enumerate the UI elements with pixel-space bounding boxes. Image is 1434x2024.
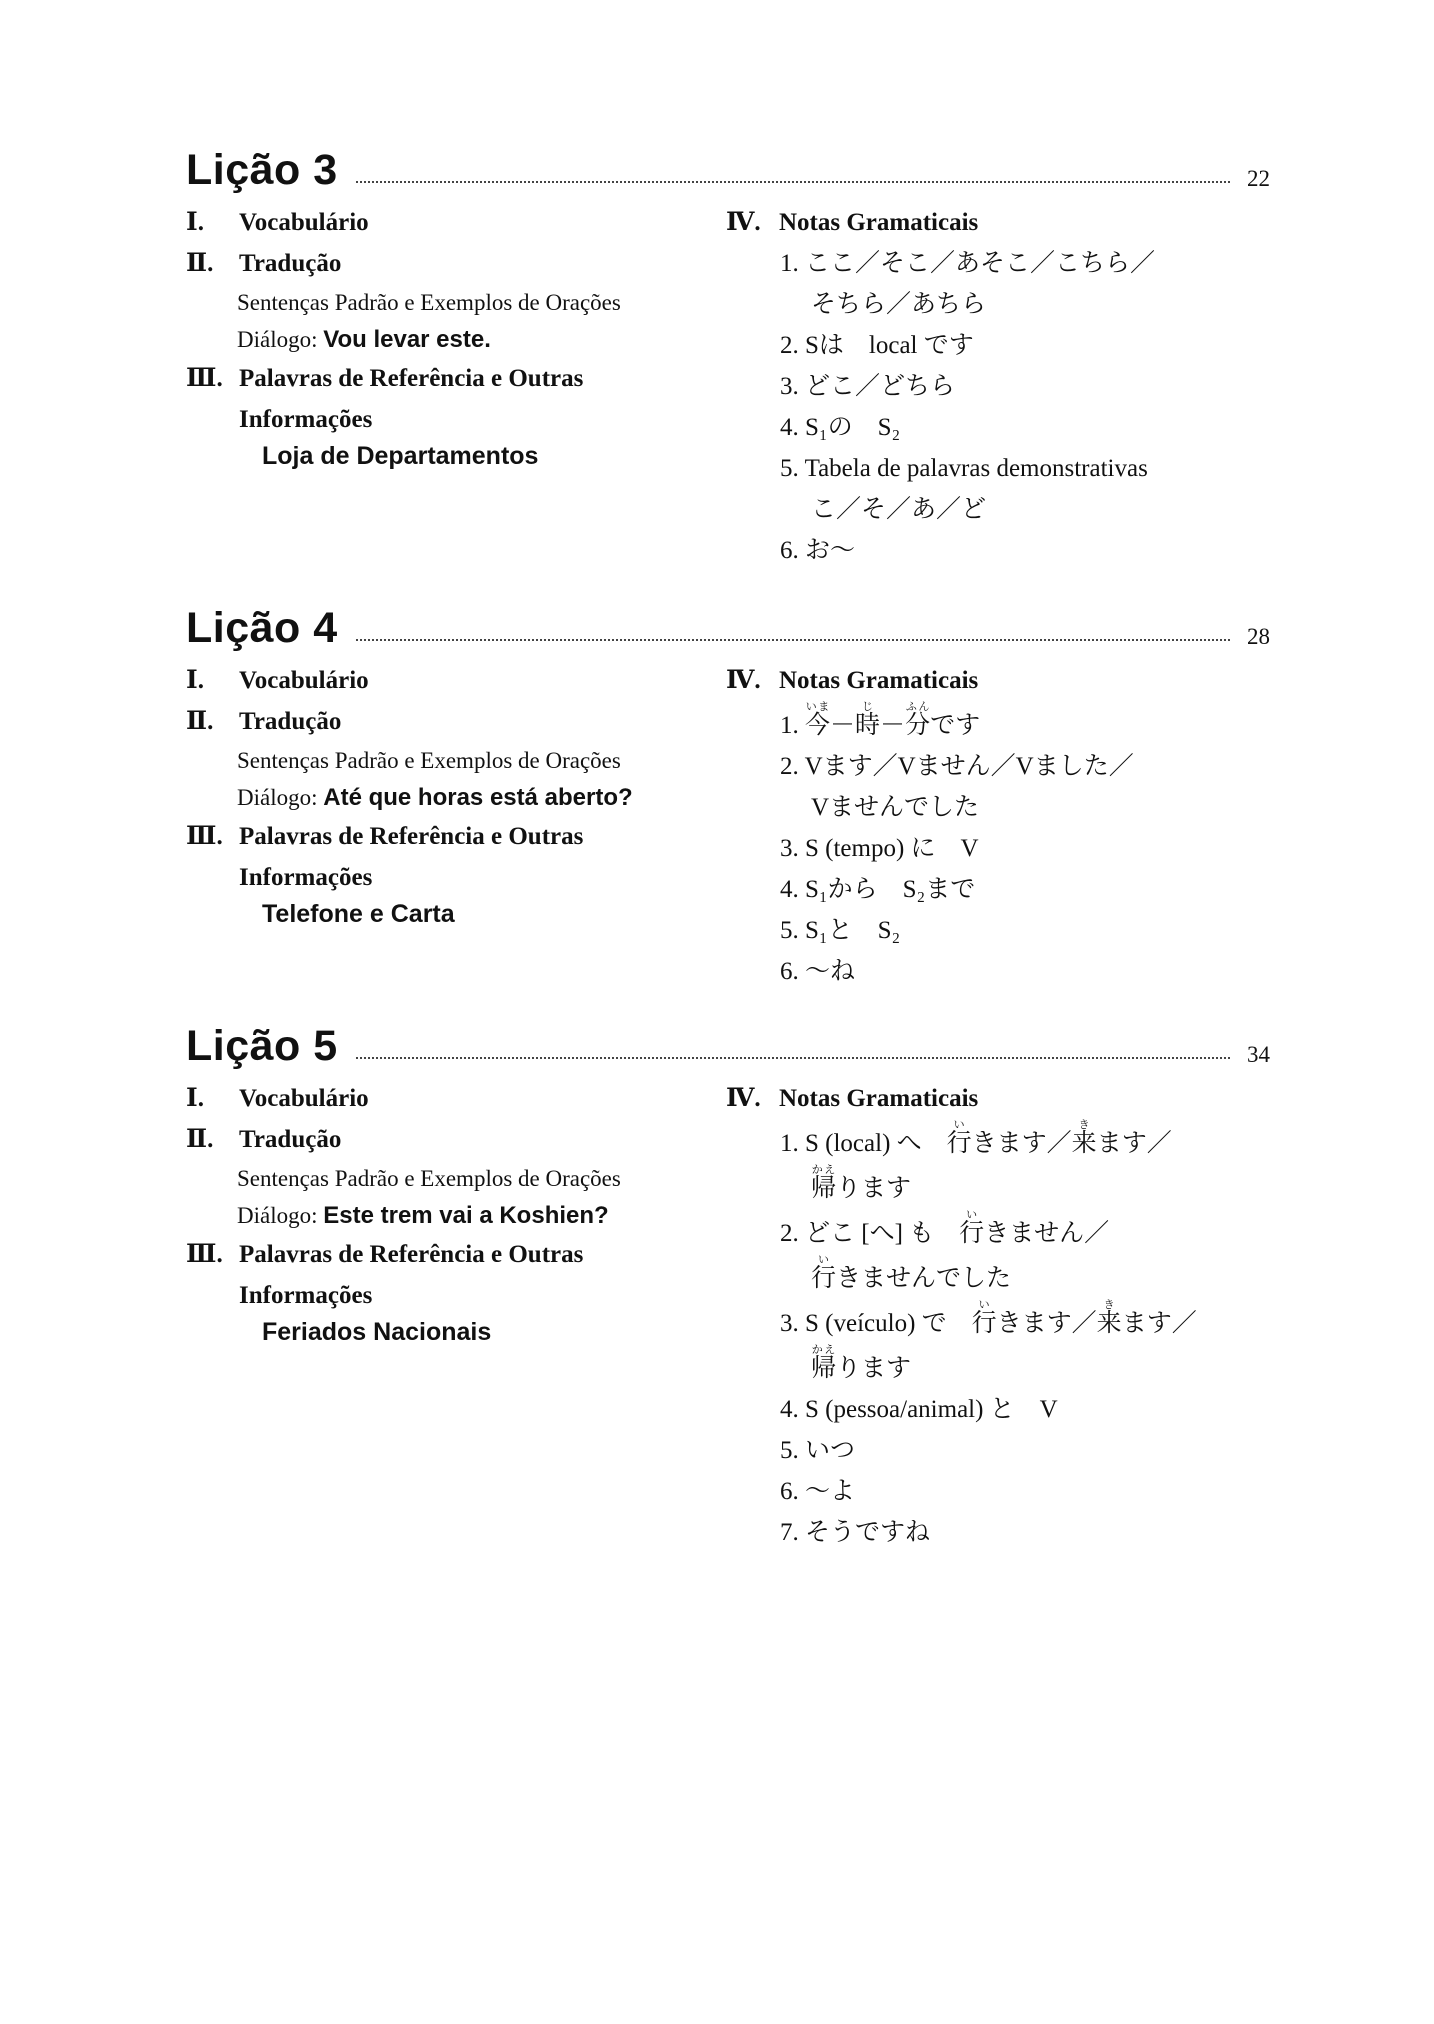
item-label: Tradução (239, 250, 342, 277)
grammar-note[interactable]: 3. S (tempo) に V (780, 835, 979, 862)
toc-item-vocabulary[interactable] (186, 1078, 726, 1119)
lesson-5 (186, 1014, 1270, 1546)
toc-item-vocabulary[interactable] (186, 202, 726, 243)
furigana-word: 分ふん (905, 701, 931, 739)
grammar-note[interactable]: 6. ～よ (780, 1478, 856, 1505)
grammar-note-cont: Vませんでした (811, 794, 980, 821)
dialog-item[interactable] (186, 779, 726, 816)
lesson-contents (186, 660, 726, 930)
reference-topic[interactable]: Feriados Nacionais (262, 1318, 492, 1346)
dialog-title: Até que horas está aberto? (323, 784, 633, 811)
furigana-word: 行い (811, 1254, 837, 1292)
dotted-leader (356, 639, 1230, 641)
roman-numeral: Ⅰ. (186, 209, 204, 236)
grammar-note[interactable]: 3. どこ／どちら (780, 373, 956, 400)
furigana-word: 帰かえ (811, 1164, 837, 1202)
toc-item-translation[interactable] (186, 1119, 726, 1160)
roman-numeral: Ⅱ. (186, 250, 214, 277)
grammar-note[interactable]: 2. Vます／Vません／Vました／ (780, 753, 1134, 780)
lesson-title[interactable]: Lição 3 (186, 146, 344, 194)
toc-item-translation[interactable] (186, 243, 726, 284)
roman-numeral: Ⅰ. (186, 1085, 204, 1112)
furigana-word: 来き (1096, 1299, 1122, 1337)
item-label: Palavras de Referência e Outras (239, 365, 584, 392)
grammar-note[interactable]: 4. S (pessoa/animal) と V (780, 1396, 1058, 1423)
furigana-word: 行い (959, 1209, 985, 1247)
grammar-notes (726, 202, 1270, 571)
item-label: Notas Gramaticais (779, 667, 979, 694)
grammar-note-cont: 帰かえります (811, 1164, 912, 1202)
dialog-title: Este trem vai a Koshien? (323, 1202, 609, 1229)
furigana-word: 来き (1071, 1119, 1097, 1157)
grammar-note-cont: 帰かえります (811, 1344, 912, 1382)
grammar-notes (726, 660, 1270, 992)
item-label: Tradução (239, 708, 342, 735)
dialog-prefix: Diálogo: (237, 785, 318, 810)
reference-topic[interactable]: Loja de Departamentos (262, 442, 539, 470)
grammar-note-cont: こ／そ／あ／ど (811, 496, 987, 523)
grammar-note-cont: 行いきませんでした (811, 1254, 1012, 1292)
sentences-item[interactable]: Sentenças Padrão e Exemplos de Orações (237, 1166, 621, 1191)
dialog-title: Vou levar este. (323, 326, 491, 353)
lesson-4 (186, 596, 1270, 985)
lesson-title[interactable]: Lição 4 (186, 604, 344, 652)
grammar-note[interactable]: 2. どこ [へ] も 行いきません／ (780, 1209, 1110, 1247)
page-number[interactable]: 22 (1247, 166, 1270, 191)
grammar-note[interactable]: 4. S₁から S₂まで (780, 876, 976, 903)
item-label: Tradução (239, 1126, 342, 1153)
item-label: Palavras de Referência e Outras (239, 1241, 584, 1268)
toc-item-reference[interactable] (186, 358, 726, 399)
roman-numeral: Ⅱ. (186, 708, 214, 735)
roman-numeral: Ⅳ. (726, 209, 761, 236)
lesson-3 (186, 138, 1270, 564)
furigana-word: 時じ (855, 701, 881, 739)
dialog-prefix: Diálogo: (237, 1203, 318, 1228)
grammar-notes (726, 1078, 1270, 1553)
dotted-leader (356, 181, 1230, 183)
sentences-item[interactable]: Sentenças Padrão e Exemplos de Orações (237, 748, 621, 773)
item-label: Vocabulário (239, 209, 369, 236)
roman-numeral: Ⅲ. (186, 1241, 223, 1268)
grammar-note[interactable]: 5. Tabela de palavras demonstrativas (780, 455, 1148, 482)
sentences-item[interactable]: Sentenças Padrão e Exemplos de Orações (237, 290, 621, 315)
grammar-note[interactable]: 6. ～ね (780, 958, 856, 985)
lesson-header (186, 138, 1270, 194)
grammar-note[interactable]: 1. 今いま－時じ－分ふんです (780, 701, 981, 739)
lesson-contents (186, 202, 726, 472)
grammar-note[interactable]: 2. Sは local です (780, 332, 974, 359)
furigana-word: 行い (946, 1119, 972, 1157)
toc-item-grammar[interactable] (726, 202, 1270, 243)
grammar-note[interactable]: 5. S₁と S₂ (780, 917, 901, 944)
dialog-item[interactable] (186, 1197, 726, 1234)
furigana-word: 今いま (805, 701, 831, 739)
dialog-item[interactable] (186, 321, 726, 358)
grammar-note[interactable]: 1. ここ／そこ／あそこ／こちら／ (780, 250, 1156, 277)
roman-numeral: Ⅳ. (726, 1085, 761, 1112)
page-number[interactable]: 34 (1247, 1042, 1270, 1067)
lesson-header (186, 1014, 1270, 1070)
roman-numeral: Ⅰ. (186, 667, 204, 694)
lesson-header (186, 596, 1270, 652)
roman-numeral: Ⅲ. (186, 365, 223, 392)
lesson-contents (186, 1078, 726, 1348)
item-label-cont: Informações (239, 1282, 373, 1309)
dialog-prefix: Diálogo: (237, 327, 318, 352)
grammar-note[interactable]: 5. いつ (780, 1437, 856, 1464)
toc-item-translation[interactable] (186, 701, 726, 742)
item-label: Palavras de Referência e Outras (239, 823, 584, 850)
item-label: Vocabulário (239, 1085, 369, 1112)
item-label-cont: Informações (239, 864, 373, 891)
roman-numeral: Ⅲ. (186, 823, 223, 850)
reference-topic[interactable]: Telefone e Carta (262, 900, 455, 928)
grammar-note[interactable]: 1. S (local) へ 行いきます／来きます／ (780, 1119, 1172, 1157)
grammar-note-cont: そちら／あちら (811, 291, 987, 318)
item-label: Vocabulário (239, 667, 369, 694)
page-number[interactable]: 28 (1247, 624, 1270, 649)
toc-item-grammar[interactable] (726, 1078, 1270, 1119)
item-label-cont: Informações (239, 406, 373, 433)
toc-item-grammar[interactable] (726, 660, 1270, 701)
toc-item-reference[interactable] (186, 816, 726, 857)
dotted-leader (356, 1057, 1230, 1059)
furigana-word: 行い (971, 1299, 997, 1337)
grammar-note[interactable]: 7. そうですね (780, 1519, 931, 1546)
grammar-note[interactable]: 4. S₁の S₂ (780, 414, 901, 441)
lesson-title[interactable]: Lição 5 (186, 1022, 344, 1070)
roman-numeral: Ⅳ. (726, 667, 761, 694)
grammar-note[interactable]: 3. S (veículo) で 行いきます／来きます／ (780, 1299, 1197, 1337)
item-label: Notas Gramaticais (779, 209, 979, 236)
grammar-note[interactable]: 6. お～ (780, 537, 856, 564)
roman-numeral: Ⅱ. (186, 1126, 214, 1153)
furigana-word: 帰かえ (811, 1344, 837, 1382)
toc-item-vocabulary[interactable] (186, 660, 726, 701)
toc-item-reference[interactable] (186, 1234, 726, 1275)
item-label: Notas Gramaticais (779, 1085, 979, 1112)
